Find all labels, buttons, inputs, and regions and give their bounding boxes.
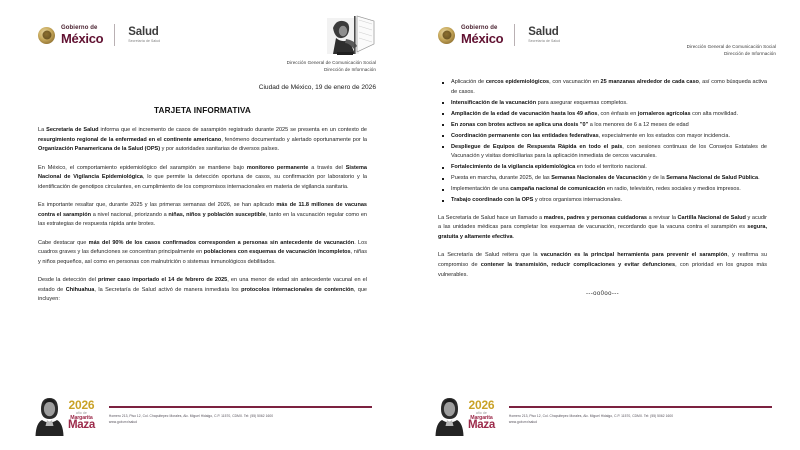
meta-direccion-general: Dirección General de Comunicación Social <box>286 60 376 65</box>
footer-address-line: Homero 213, Piso 12, Col. Chapultepec Morales, Alc. Miguel Hidalgo, C.P. 11570, CDMX. Tel: (55) 5062 1600 <box>108 413 274 418</box>
header-date: Ciudad de México, 19 de enero de 2026 <box>258 84 376 91</box>
salud-wordmark <box>128 27 160 44</box>
page-header <box>400 0 800 78</box>
closing-mark: ---oo0oo--- <box>585 291 620 298</box>
brand-gobierno-label: Gobierno de <box>61 25 98 31</box>
anniversary-text <box>68 399 95 432</box>
meta-direccion-informacion: Dirección de Información <box>723 50 776 56</box>
brand-salud-label: Salud <box>528 25 559 38</box>
mexican-eagle-seal-icon <box>38 27 55 44</box>
bullet-vigilancia: Fortalecimiento de la vigilancia epidemiológica en todo el territorio nacional. <box>438 163 767 173</box>
anniversary-surname: Maza <box>68 418 95 431</box>
page-right <box>400 0 800 450</box>
anniversary-name: Margarita <box>70 414 93 421</box>
anniversary-logo <box>34 394 95 436</box>
brand-salud-sublabel: Secretaría de Salud <box>528 39 561 44</box>
margarita-maza-portrait <box>34 394 65 436</box>
anniversary-text <box>468 399 495 432</box>
footer-address <box>109 413 372 425</box>
page-title: TARJETA INFORMATIVA <box>154 106 251 115</box>
brand-salud-sublabel: Secretaría de Salud <box>128 39 161 44</box>
anniversary-logo <box>434 394 495 436</box>
header-meta <box>287 60 376 73</box>
footer-right <box>509 406 772 425</box>
footer-address <box>509 413 772 425</box>
anniversary-surname: Maza <box>468 418 495 431</box>
para-monitoreo: En México, el comportamiento epidemiológico del sarampión se mantiene bajo monitoreo permanente a través del Sistema Nacional de Vigilancia Epidemiológica, lo que permite la detección oportuna de casos, su confirmación por laboratorio y la identificación de genotipos circulantes, en cumplimiento de los compromisos internacionales en materia de vigilancia sanitaria. <box>38 164 367 190</box>
page-header <box>0 0 400 100</box>
containment-protocol-list <box>438 78 767 206</box>
footer-website-link[interactable]: www.gob.mx/salud <box>108 419 138 424</box>
footer-address-line: Homero 213, Piso 12, Col. Chapultepec Morales, Alc. Miguel Hidalgo, C.P. 11570, CDMX. Tel: (55) 5062 1600 <box>508 413 674 418</box>
footer-rule <box>509 406 772 408</box>
anniversary-year: 2026 <box>68 397 95 412</box>
brand-gobierno-label: Gobierno de <box>461 25 498 31</box>
anniversary-name: Margarita <box>470 414 493 421</box>
brand-divider <box>114 24 115 46</box>
mexican-eagle-seal-icon <box>438 27 455 44</box>
para-primer-caso: Desde la detección del primer caso importado el 14 de febrero de 2025, en una menor de edad sin antecedente vacunal en el estado de Chihuahua, la Secretaría de Salud activó de manera inmediata los protocolos internacionales de contención, que incluyen: <box>38 277 368 303</box>
salud-wordmark <box>528 27 560 44</box>
header-meta <box>687 44 776 57</box>
page-right-body <box>400 78 800 297</box>
right-paragraph-list <box>438 214 767 280</box>
bullet-semanas-nacionales: Puesta en marcha, durante 2025, de las Semanas Nacionales de Vacunación y de la Semana Nacional de Salud Pública. <box>438 174 767 184</box>
brand-mexico-label: México <box>61 31 104 46</box>
margarita-maza-portrait <box>434 394 465 436</box>
gobierno-de-mexico-salud-logo <box>38 22 370 48</box>
bullet-cercos: Aplicación de cercos epidemiológicos, con vacunación en 25 manzanas alrededor de cada caso, así como búsqueda activa de casos. <box>438 78 767 97</box>
para-resurgimiento: La Secretaría de Salud informa que el incremento de casos de sarampión registrado durante 2025 se presenta en un contexto de resurgimiento regional de la enfermedad en el continente americano, fenómeno documentado y alertado oportunamente por la Organización Panamericana de la Salud (OPS) y por autoridades sanitarias de diversos países. <box>38 127 367 153</box>
para-casos-confirmados: Cabe destacar que más del 90% de los casos confirmados corresponden a personas sin antecedente de vacunación. Los cuadros graves y las defunciones se concentran principalmente en poblaciones con esquemas de vacunación incompletos, niñas y niños pequeños, así como en personas con malnutrición o sistemas inmunológicos debilitados. <box>38 239 368 265</box>
brand-wordmark <box>61 25 103 45</box>
footer-website-link[interactable]: www.gob.mx/salud <box>508 419 538 424</box>
bullet-ampliacion-edad: Ampliación de la edad de vacunación hasta los 49 años, con énfasis en jornaleros agrícolas con alta movilidad. <box>438 110 767 120</box>
bullet-dosis-cero: En zonas con brotes activos se aplica una dosis "0" a los menores de 6 a 12 meses de edad <box>438 121 767 131</box>
left-paragraph-list <box>38 126 367 305</box>
page-footer <box>400 392 800 444</box>
bullet-coordinacion: Coordinación permanente con las entidades federativas, especialmente en los estados con mayor incidencia. <box>438 132 767 142</box>
anniversary-subtitle: año de <box>475 410 487 415</box>
brand-divider <box>514 24 515 46</box>
brand-mexico-label: México <box>461 31 504 46</box>
footer-rule <box>109 406 372 408</box>
bullet-equipos-respuesta: Despliegue de Equipos de Respuesta Rápida en todo el país, con sesiones continuas de los Consejos Estatales de Vacunación y visitas domiciliarias para la aplicación inmediata de cercos vacunales. <box>438 143 767 162</box>
page-left-body <box>0 106 400 305</box>
para-reitera: La Secretaría de Salud reitera que la vacunación es la principal herramienta para prevenir el sarampión, y reafirma su compromiso de contener la transmisión, reducir complicaciones y evitar defunciones, con prioridad en los grupos más vulnerables. <box>438 252 767 278</box>
meta-direccion-general: Dirección General de Comunicación Social <box>686 44 776 49</box>
bullet-campana: Implementación de una campaña nacional de comunicación en radio, televisión, redes sociales y medios impresos. <box>438 185 767 195</box>
page-footer <box>0 392 400 444</box>
bullet-intensificacion: Intensificación de la vacunación para asegurar esquemas completos. <box>438 99 767 109</box>
meta-direccion-informacion: Dirección de Información <box>323 66 376 72</box>
para-vacunas: Es importante resaltar que, durante 2025 y las primeras semanas del 2026, se han aplicado más de 11.8 millones de vacunas contra el sarampión a nivel nacional, priorizando a niñas, niños y población susceptible, tanto en la vacunación regular como en las estrategias de respuesta rápida ante brotes. <box>38 202 368 228</box>
anniversary-subtitle: año de <box>75 410 87 415</box>
brand-wordmark <box>461 25 503 45</box>
footer-right <box>109 406 372 425</box>
bullet-ops: Trabajo coordinado con la OPS y otros organismos internacionales. <box>438 196 767 206</box>
woman-with-flag-illustration <box>324 14 378 58</box>
anniversary-year: 2026 <box>468 397 495 412</box>
para-llamado: La Secretaría de Salud hace un llamado a madres, padres y personas cuidadoras a revisar la Cartilla Nacional de Salud y acudir a las unidades médicas para completar los esquemas de vacunación, recordando que la vacuna contra el sarampión es segura, gratuita y altamente efectiva. <box>438 214 767 240</box>
brand-salud-label: Salud <box>128 25 159 38</box>
